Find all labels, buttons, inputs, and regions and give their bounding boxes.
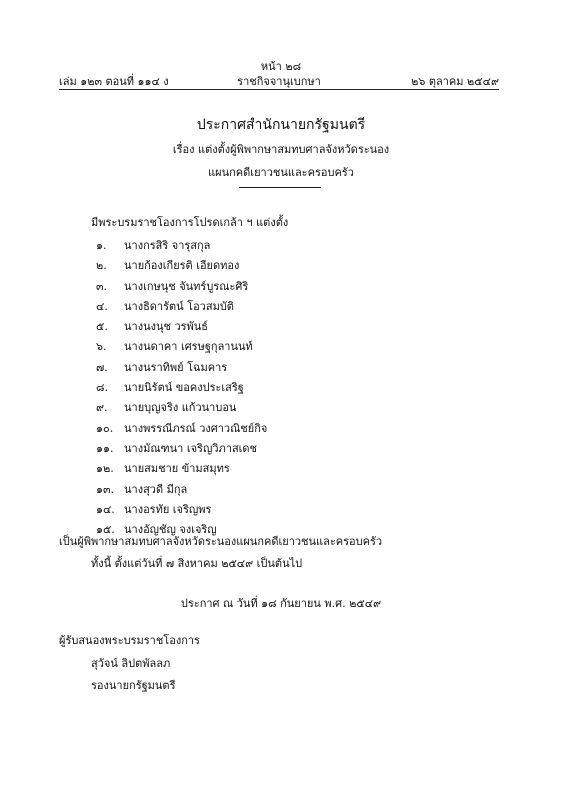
item-number: ๖. [96,340,107,354]
list-item [96,378,267,398]
appointee-name: นางเกษนุช จันทร์บูรณะศิริ [124,279,249,293]
announcement-date: ประกาศ ณ วันที่ ๑๘ กันยายน พ.ศ. ๒๕๔๙ [180,597,382,610]
item-number: ๒. [96,259,107,273]
appointee-name: นายก้องเกียรติ เอียดทอง [124,259,240,273]
list-item [96,500,267,520]
appointee-name: นางนงนุช วรพันธ์ [124,320,209,334]
appointment-statement: เป็นผู้พิพากษาสมทบศาลจังหวัดระนองแผนกคดีเยาวชนและครอบครัว [59,535,383,548]
title-divider [239,187,321,188]
header-divider [59,89,499,90]
signatory-role: ผู้รับสนองพระบรมราชโองการ [59,634,200,647]
item-number: ๓. [96,279,108,293]
item-number: ๗. [96,360,108,374]
item-number: ๑๑. [96,441,114,455]
list-item [96,459,267,479]
signatory-title: รองนายกรัฐมนตรี [91,679,176,692]
item-number: ๕. [96,320,108,334]
gazette-date: ๒๖ ตุลาคม ๒๕๔๙ [411,75,499,88]
item-number: ๔. [96,299,108,313]
appointee-name: นายบุญจริง แก้วนาบอน [124,401,237,415]
appointee-name: นางนดาคา เศรษฐกุลานนท์ [124,340,253,354]
item-number: ๑๔. [96,502,115,516]
page-number: หน้า ๒๘ [260,60,302,73]
document-title: ประกาศสำนักนายกรัฐมนตรี [196,117,366,133]
item-number: ๙. [96,401,108,415]
item-number: ๘. [96,381,108,395]
appointee-name: นางมัณฑนา เจริญวิภาสเดช [124,441,258,455]
item-number: ๑๕. [96,523,115,537]
appointee-name: นางอัญชัญ จงเจริญ [124,523,217,537]
list-item [96,277,267,297]
appointee-name: นางนราทิพย์ โฉมคาร [124,360,228,374]
item-number: ๑. [96,239,107,252]
list-item [96,419,267,439]
gazette-name: ราชกิจจานุเบกษา [237,75,321,88]
item-number: ๑๒. [96,462,114,476]
intro-text: มีพระบรมราชโองการโปรดเกล้า ฯ แต่งตั้ง [91,216,289,229]
item-number: ๑๓. [96,482,114,496]
appointee-list [96,236,267,540]
list-item [96,317,267,337]
appointee-name: นายสมชาย ข้ามสมุทร [124,462,230,476]
appointee-name: นายนิรัตน์ ขอคงประเสริฐ [124,381,244,395]
appointee-name: นางอรทัย เจริญพร [124,502,212,516]
list-item [96,236,267,256]
list-item [96,297,267,317]
subject-line: เรื่อง แต่งตั้งผู้พิพากษาสมทบศาลจังหวัดระนอง [172,143,390,156]
signatory-name: สุวัจน์ ลิปตพัลลภ [91,657,171,670]
list-item [96,256,267,276]
list-item [96,398,267,418]
list-item [96,480,267,500]
list-item [96,358,267,378]
list-item [96,439,267,459]
volume-issue: เล่ม ๑๒๓ ตอนที่ ๑๑๔ ง [59,75,169,88]
effective-date: ทั้งนี้ ตั้งแต่วันที่ ๗ สิงหาคม ๒๕๔๙ เป็นต้นไป [91,557,303,570]
appointee-name: นางกรสิริ จารุสกุล [124,239,211,252]
item-number: ๑๐. [96,421,114,435]
appointee-name: นางพรรณีภรณ์ วงศาวณิชย์กิจ [124,421,268,435]
list-item [96,337,267,357]
subject-line-2: แผนกคดีเยาวชนและครอบครัว [208,166,354,179]
appointee-name: นางสุวดี มีกุล [124,482,188,496]
appointee-name: นางธิดารัตน์ โอวสมบัติ [124,299,234,313]
